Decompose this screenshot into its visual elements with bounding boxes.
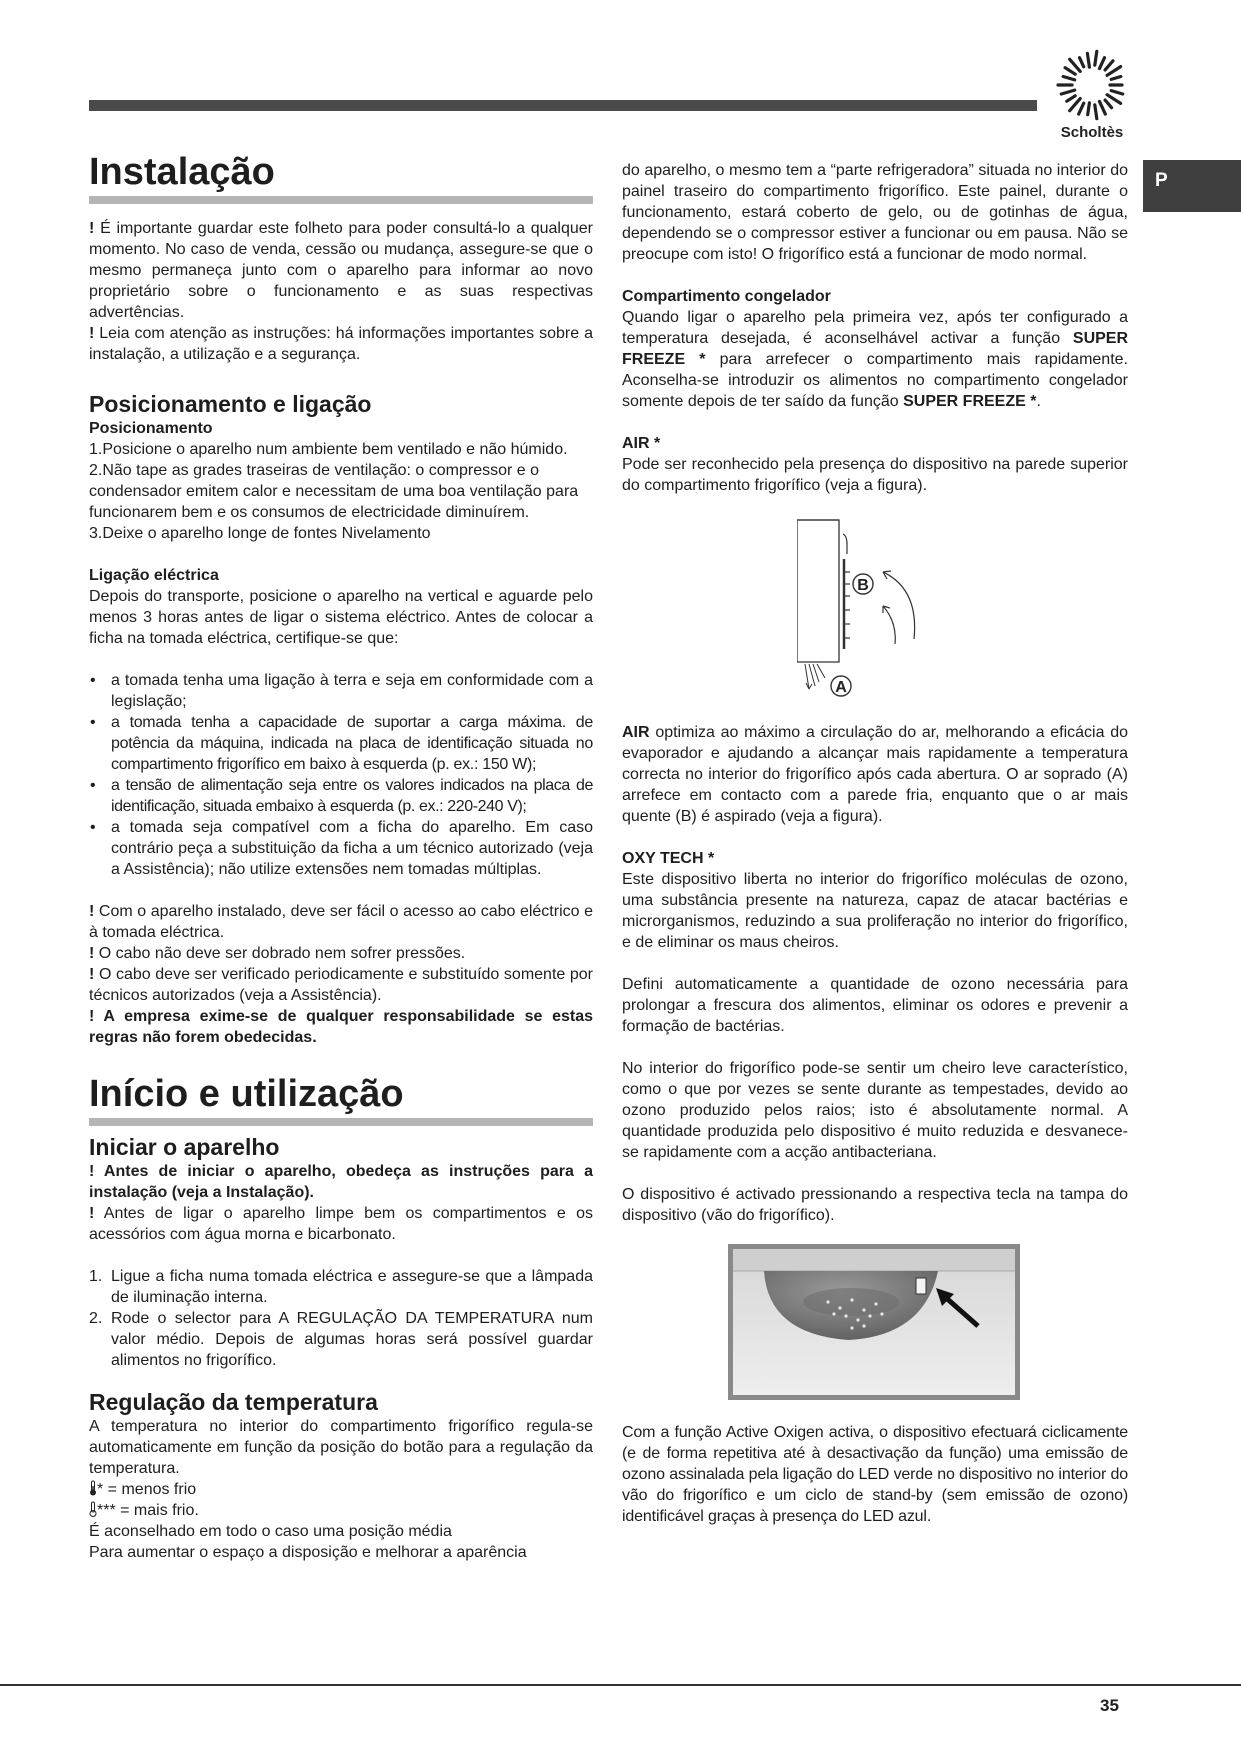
oxy-heading: OXY TECH * <box>622 850 715 867</box>
freezer-text-b: para arrefecer o compartimento mais rapidamente. Aconselha-se introduzir os alimentos no compartimento congelador somente depois de ter saído da função <box>622 351 1128 410</box>
temperature-heading: Regulação da temperatura <box>89 1389 378 1415</box>
logo-ray <box>1095 51 1097 65</box>
step-text: Rode o selector para A REGULAÇÃO DA TEMPERATURA num valor médio. Depois de algumas horas será possível guardar alimentos no frigorífico. <box>111 1310 593 1369</box>
exclamation-mark: ! <box>89 966 95 983</box>
page-number: 35 <box>1100 1696 1119 1715</box>
freezer-text-a: Quando ligar o aparelho pela primeira vez, após ter configurado a temperatura desejada, é aconselhável activar a função <box>622 309 1128 347</box>
cold-air-lines <box>805 664 825 689</box>
install-intro-1 <box>89 218 593 323</box>
list-item: • a tensão de alimentação seja entre os valores indicados na placa de identificação, situada embaixo à esquerda (p. ex.: 220-240 V); <box>89 775 593 817</box>
air-heading: AIR * <box>622 435 661 452</box>
list-item <box>89 1266 593 1308</box>
list-item <box>89 1308 593 1371</box>
language-tab-label: P <box>1155 170 1168 191</box>
air-description <box>622 722 1128 827</box>
oxy-paragraph-5: Com a função Active Oxigen activa, o dispositivo efectuará ciclicamente (e de forma repetitiva até à desactivação da função) uma emissão de ozono assinalada pela ligação do LED verde no dispositivo no interior do vão do frigorífico e um ciclo de stand-by (sem emissão de ozono) identificável graças à presença do LED azul. <box>622 1424 1128 1525</box>
oxy-paragraph-4: O dispositivo é activado pressionando a respectiva tecla na tampa do dispositivo (vão do frigorífico). <box>622 1186 1128 1224</box>
exclamation-mark: ! <box>89 903 95 920</box>
start-warning-2 <box>89 1203 593 1245</box>
positioning-step-3: 3.Deixe o aparelho longe de fontes Nivelamento <box>89 525 431 542</box>
start-warning-2-text: Antes de ligar o aparelho limpe bem os compartimentos e os acessórios com água morna e bicarbonato. <box>89 1205 594 1243</box>
warm-air-arrow <box>883 572 915 639</box>
exclamation-mark: ! <box>89 1163 95 1180</box>
warning-3 <box>89 964 593 1006</box>
exclamation-mark: ! <box>89 1008 95 1025</box>
brand-logo <box>1052 48 1132 148</box>
temperature-last-line: Para aumentar o espaço a disposição e melhorar a aparência <box>89 1544 527 1561</box>
air-text: Pode ser reconhecido pela presença do dispositivo na parede superior do compartimento frigorífico (veja a figura). <box>622 456 1128 494</box>
logo-ray <box>1095 105 1097 119</box>
positioning-heading: Posicionamento e ligação <box>89 391 372 417</box>
continued-paragraph: do aparelho, o mesmo tem a “parte refrigeradora” situada no interior do painel traseiro do compartimento frigorífico. Este painel, durante o funcionamento, estará coberto de gelo, ou de gotinhas de água, dependendo se o compressor estiver a funcionar ou em pausa. Não se preocupe com isto! O frigorífico está a funcionar de modo normal. <box>622 162 1128 263</box>
install-intro-1-text: É importante guardar este folheto para poder consultá-lo a qualquer momento. No caso de venda, cessão ou mudança, assegure-se que o mesmo permaneça junto com o aparelho para informar ao novo proprietário sobre o funcionamento e as suas respectivas advertências. <box>89 220 593 321</box>
exclamation-mark: ! <box>89 220 95 237</box>
oxy-figure <box>728 1244 1020 1400</box>
list-item: • a tomada tenha a capacidade de suportar a carga máxima. de potência da máquina, indicada na placa de identificação situada no compartimento frigorífico em baixo à esquerda (p. ex.: 150 W); <box>89 712 593 775</box>
air-figure <box>797 514 937 704</box>
air-word: AIR <box>622 724 650 741</box>
right-column <box>622 160 1128 1527</box>
logo-ray <box>1070 59 1081 71</box>
temperature-less-cold-text: * = menos frio <box>97 1481 197 1498</box>
header-rule <box>89 100 1037 111</box>
exclamation-mark: ! <box>89 945 95 962</box>
temperature-advice: É aconselhado em todo o caso uma posição média <box>89 1523 452 1540</box>
temperature-more-cold <box>89 1500 593 1521</box>
exclamation-mark: ! <box>89 1205 95 1222</box>
warning-4-text: A empresa exime-se de qualquer responsabilidade se estas regras não forem obedecidas. <box>89 1008 593 1046</box>
warning-2-text: O cabo não deve ser dobrado nem sofrer pressões. <box>98 945 466 962</box>
logo-ray <box>1065 68 1075 75</box>
warning-1 <box>89 901 593 943</box>
start-warning-1-text: Antes de iniciar o aparelho, obedeça as instruções para a instalação (veja a Instalação). <box>89 1163 593 1201</box>
air-description-text: optimiza ao máximo a circulação do ar, melhorando a eficácia do evaporador e ajudando a alcançar mais rapidamente a temperatura correcta no interior do frigorífico após cada abertura. O ar soprado (A) arrefece em contacto com a parede fria, enquanto que o ar mais quente (B) é aspirado (veja a figura). <box>622 724 1129 825</box>
list-item: • a tomada tenha uma ligação à terra e seja em conformidade com a legislação; <box>89 670 593 712</box>
footer-rule <box>0 1684 1241 1686</box>
temperature-more-cold-text: *** = mais frio. <box>97 1502 199 1519</box>
logo-ray <box>1087 53 1089 67</box>
logo-ray <box>1111 77 1121 80</box>
freezer-text: Quando ligar o aparelho pela primeira vez, após ter configurado a temperatura desejada, é aconselhável activar a função SUPER FREEZE * para arrefecer o compartimento mais rapidamente. Aconselha-se introduzir os alimentos no compartimento congelador somente depois de ter saído da função SUPER FREEZE *. <box>622 309 1129 410</box>
oxy-paragraph-2: Defini automaticamente a quantidade de ozono necessária para prolongar a frescura dos alimentos, eliminar os odores e prevenir a formação de bactérias. <box>622 976 1128 1035</box>
thermometer-icon <box>89 1501 97 1517</box>
figure-label-a: A <box>835 679 847 696</box>
left-column <box>89 150 593 1563</box>
language-tab <box>1143 160 1241 212</box>
install-intro-2-text: Leia com atenção as instruções: há informações importantes sobre a instalação, a utilização e a segurança. <box>89 325 593 363</box>
thermometer-icon <box>89 1480 97 1496</box>
start-steps <box>89 1266 593 1371</box>
warning-4 <box>89 1006 593 1048</box>
warning-3-text: O cabo deve ser verificado periodicamente e substituído somente por técnicos autorizados (veja a Assistência). <box>89 966 594 1004</box>
oxy-paragraph-1: Este dispositivo liberta no interior do frigorífico moléculas de ozono, uma substância presente na natureza, capaz de atacar bactérias e microrganismos, reduzindo a sua proliferação no interior do frigorífico, e de eliminar os maus cheiros. <box>622 871 1128 951</box>
fridge-panel <box>797 520 839 662</box>
temperature-text: A temperatura no interior do compartimento frigorífico regula-se automaticamente em função da posição do botão para a regulação da temperatura. <box>89 1418 593 1477</box>
step-number: 1. <box>89 1268 103 1285</box>
freezer-heading: Compartimento congelador <box>622 288 831 305</box>
figure-label-b: B <box>857 577 869 594</box>
logo-ray <box>1105 61 1113 70</box>
exclamation-mark: ! <box>89 325 95 342</box>
logo-ray <box>1100 58 1105 69</box>
warning-2 <box>89 943 593 964</box>
logo-ray <box>1088 103 1090 115</box>
start-heading: Iniciar o aparelho <box>89 1134 280 1160</box>
install-intro-2 <box>89 323 593 365</box>
brand-name: Scholtès <box>1060 124 1124 141</box>
positioning-step-2: 2.Não tape as grades traseiras de ventilação: o compressor e o condensador emitem calor e necessitam de uma boa ventilação para funcionarem bem e os consumos de electricidade diminuírem. <box>89 462 579 521</box>
super-freeze-label: SUPER FREEZE * <box>622 330 1129 368</box>
logo-ray <box>1111 91 1123 94</box>
electric-checklist <box>89 670 593 880</box>
step-text: Ligue a ficha numa tomada eléctrica e assegure-se que a lâmpada de iluminação interna. <box>111 1268 593 1306</box>
positioning-subheading: Posicionamento <box>89 420 213 437</box>
logo-ray <box>1107 67 1121 76</box>
logo-ray <box>1100 101 1106 114</box>
positioning-step-1: 1.Posicione o aparelho num ambiente bem ventilado e não húmido. <box>89 441 568 458</box>
start-warning-1 <box>89 1161 593 1203</box>
start-title: Início e utilização <box>89 1072 593 1126</box>
device-button <box>916 1278 926 1294</box>
step-number: 2. <box>89 1310 103 1327</box>
installation-title: Instalação <box>89 150 593 204</box>
sunburst-icon <box>1052 48 1132 122</box>
warning-1-text: Com o aparelho instalado, deve ser fácil o acesso ao cabo eléctrico e à tomada eléctrica. <box>89 903 593 941</box>
oxy-paragraph-3: No interior do frigorífico pode-se sentir um cheiro leve característico, como o que por vezes se sente durante as tempestades, devido ao ozono produzido pelos raios; isto é absolutamente normal. A quantidade produzida pelo dispositivo é muito reduzida e desvanece-se rapidamente com a acção antibacteriana. <box>622 1060 1128 1161</box>
logo-ray <box>1061 90 1074 94</box>
logo-ray <box>1063 77 1075 80</box>
super-freeze-label: SUPER FREEZE * <box>903 393 1037 410</box>
logo-ray <box>1080 58 1084 67</box>
logo-ray <box>1067 96 1075 101</box>
electric-intro: Depois do transporte, posicione o aparelho na vertical e aguarde pelo menos 3 horas antes de ligar o sistema eléctrico. Antes de colocar a ficha na tomada eléctrica, certifique-se que: <box>89 588 593 647</box>
temperature-less-cold <box>89 1479 593 1500</box>
logo-ray <box>1070 99 1081 111</box>
list-item: • a tomada seja compatível com a ficha do aparelho. Em caso contrário peça a substituição da ficha a um técnico autorizado (veja a Assistência); não utilize extensões nem tomadas múltiplas. <box>89 817 593 880</box>
electric-heading: Ligação eléctrica <box>89 567 219 584</box>
logo-ray <box>1107 95 1121 104</box>
logo-ray <box>1105 100 1112 108</box>
logo-ray <box>1079 103 1084 114</box>
